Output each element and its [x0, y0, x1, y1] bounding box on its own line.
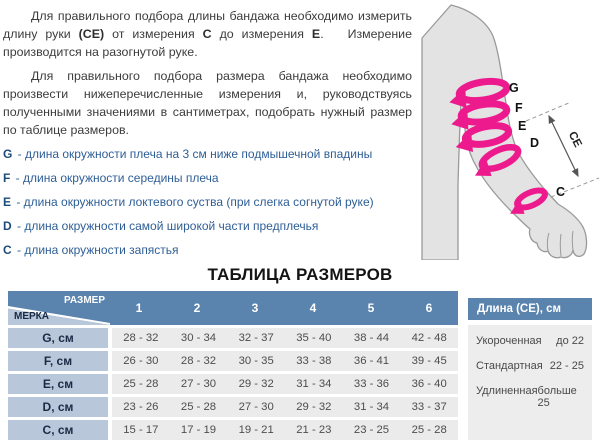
arm-diagram: [420, 0, 600, 260]
row-values: [112, 420, 458, 440]
row-label: C, см: [8, 420, 108, 440]
size-cell: 31 - 34: [296, 378, 332, 390]
size-cell: 28 - 32: [123, 332, 159, 344]
size-column-header: 4: [309, 301, 317, 315]
row-values: [112, 397, 458, 417]
size-cell: 27 - 30: [238, 401, 274, 413]
measurement-item: [3, 147, 412, 161]
measurement-list: [3, 147, 412, 257]
size-cell: 15 - 17: [123, 424, 159, 436]
length-value: до 22: [556, 335, 584, 347]
row-label: F, см: [8, 351, 108, 371]
label-d: D: [530, 136, 540, 150]
label-c: C: [556, 185, 566, 199]
intro-text-segment: от измерения: [104, 27, 203, 41]
row-values: [112, 374, 458, 394]
size-cell: 30 - 34: [180, 332, 217, 344]
measurement-letter: F: [3, 171, 11, 185]
size-cell: 42 - 48: [411, 332, 447, 344]
size-column-header: 1: [135, 301, 143, 315]
measurement-letter: G: [3, 147, 13, 161]
intro-text: [0, 0, 420, 260]
measurement-item: [3, 171, 412, 185]
length-name: Стандартная: [476, 360, 543, 372]
size-cell: 19 - 21: [238, 424, 274, 436]
row-values: [112, 328, 458, 348]
intro-paragraph-2: Для правильного подбора размера бандажа необходимо произвести нижеперечисленные измерения и, руководствуясь полученными значениями в сантиметрах, подобрать нужный размер по таблице размеров.: [3, 69, 412, 137]
ce-label: CE: [565, 129, 584, 150]
table-row: [8, 374, 458, 394]
length-panel-body: [468, 325, 592, 440]
length-name: Удлиненная: [476, 385, 538, 397]
measurement-text: - длина окружности запястья: [13, 243, 179, 257]
measurement-text: - длина окружности локтевого суства (при слегка согнутой руке): [13, 195, 374, 209]
table-row: [8, 397, 458, 417]
measurement-item: [3, 243, 412, 257]
size-cell: 23 - 26: [123, 401, 159, 413]
length-row: [476, 335, 584, 347]
label-e: E: [518, 119, 527, 133]
intro-bold-term: E: [311, 27, 321, 41]
length-panel-header: Длина (CE), см: [468, 298, 592, 320]
intro-bold-term: C: [202, 27, 212, 41]
measurement-text: - длина окружности плеча на 3 см ниже подмышечной впадины: [14, 147, 373, 161]
size-cell: 21 - 23: [296, 424, 332, 436]
row-label: E, см: [8, 374, 108, 394]
size-table-section: [0, 291, 600, 440]
table-row: [8, 351, 458, 371]
row-label: G, см: [8, 328, 108, 348]
size-table: [8, 291, 458, 440]
measurement-text: - длина окружности середины плеча: [12, 171, 219, 185]
size-cell: 31 - 34: [353, 401, 390, 413]
intro-text-segment: до измерения: [211, 27, 312, 41]
measurement-letter: C: [3, 243, 12, 257]
length-panel: [468, 291, 592, 440]
label-f: F: [515, 101, 523, 115]
corner-label-measure: МЕРКА: [14, 311, 49, 322]
measurement-text: - длина окружности самой широкой части предплечья: [13, 219, 319, 233]
intro-text-segment: Для правильного подбора длины бандажа необходимо измерить длину руки: [3, 9, 412, 41]
size-cell: 25 - 28: [411, 424, 447, 436]
size-cell: 39 - 45: [411, 355, 447, 367]
size-cell: 38 - 44: [353, 332, 390, 344]
size-table-title: ТАБЛИЦА РАЗМЕРОВ: [207, 265, 393, 284]
size-column-header: 6: [425, 301, 433, 315]
size-table-columns: [110, 291, 458, 325]
length-value: больше 25: [537, 385, 577, 409]
intro-text-segment: . Измерение производится на разогнутой руке.: [3, 27, 412, 59]
length-name: Укороченная: [476, 335, 542, 347]
size-cell: 26 - 30: [123, 355, 159, 367]
measurement-item: [3, 219, 412, 233]
size-cell: 33 - 36: [353, 378, 390, 390]
size-cell: 29 - 32: [296, 401, 332, 413]
size-table-header: [8, 291, 458, 325]
size-cell: 25 - 28: [180, 401, 217, 413]
arm-silhouette: [422, 5, 587, 260]
size-cell: 27 - 30: [180, 378, 217, 390]
size-cell: 28 - 32: [180, 355, 217, 367]
measurement-letter: D: [3, 219, 12, 233]
size-cell: 29 - 32: [238, 378, 274, 390]
size-cell: 36 - 40: [411, 378, 447, 390]
size-cell: 36 - 41: [353, 355, 390, 367]
table-row: [8, 328, 458, 348]
label-g: G: [509, 81, 519, 95]
length-row: [476, 385, 584, 409]
row-values: [112, 351, 458, 371]
size-cell: 30 - 35: [238, 355, 274, 367]
table-row: [8, 420, 458, 440]
row-label: D, см: [8, 397, 108, 417]
size-cell: 35 - 40: [296, 332, 332, 344]
size-cell: 25 - 28: [123, 378, 159, 390]
length-value: 22 - 25: [549, 360, 584, 372]
size-cell: 17 - 19: [180, 424, 217, 436]
intro-paragraph-1: [3, 7, 412, 61]
dashed-line-e: [526, 102, 571, 121]
size-column-header: 5: [367, 301, 375, 315]
size-cell: 23 - 25: [353, 424, 390, 436]
corner-label-size: РАЗМЕР: [64, 295, 105, 306]
size-cell: 33 - 37: [411, 401, 447, 413]
size-column-header: 2: [193, 301, 201, 315]
intro-bold-term: (CE): [78, 27, 105, 41]
arm-diagram-svg: [420, 0, 600, 260]
corner-cell: [8, 291, 110, 325]
size-cell: 32 - 37: [238, 332, 274, 344]
measurement-letter: E: [3, 195, 12, 209]
measurement-item: [3, 195, 412, 209]
size-cell: 33 - 38: [296, 355, 332, 367]
size-column-header: 3: [251, 301, 259, 315]
length-row: [476, 360, 584, 372]
size-table-body: [8, 328, 458, 440]
